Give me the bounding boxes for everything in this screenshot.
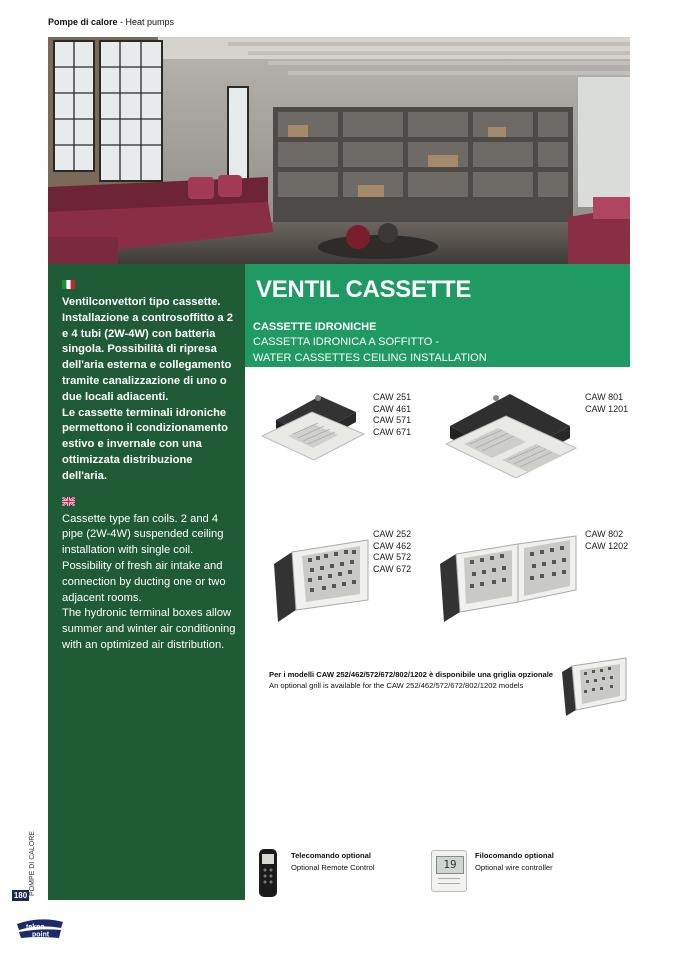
model-label: CAW 461: [373, 403, 412, 414]
cassette-image-double: [440, 386, 580, 501]
cassette-image-single: [258, 390, 368, 473]
model-list-group4: [585, 529, 628, 552]
uk-flag-icon: [62, 497, 75, 506]
logo-word-2: point: [32, 931, 50, 939]
italian-flag-icon: [62, 280, 75, 289]
model-label: CAW 672: [373, 563, 412, 574]
model-label: CAW 572: [373, 552, 412, 562]
remote-subtitle: Optional Remote Control: [291, 863, 375, 872]
subtitle-hydronic: CASSETTE IDRONICHE: [253, 321, 377, 333]
controller-buttons: [438, 878, 460, 884]
note-english: An optional grill is available for the CAW 252/462/572/672/802/1202 models: [269, 681, 524, 690]
remote-control-caption: [291, 850, 375, 874]
controller-display: 19: [436, 856, 464, 874]
title-band: [245, 264, 630, 367]
cassette-image-pattern-double: [436, 528, 582, 633]
cassette-image-pattern-single: [268, 530, 372, 633]
page-number: 180: [13, 891, 28, 900]
model-label: CAW 802: [585, 529, 624, 539]
model-list-group1: [373, 392, 411, 438]
description-column: [48, 264, 245, 900]
hero-photo: [48, 37, 630, 264]
remote-title: Telecomando optional: [291, 851, 372, 860]
model-label: CAW 671: [373, 426, 412, 437]
logo-word-1: tekno: [26, 924, 45, 931]
optional-grill-note: [269, 670, 553, 690]
wire-controller-caption: [475, 850, 554, 874]
remote-control-icon: [258, 848, 278, 903]
subtitle-ceiling-en: WATER CASSETTES CEILING INSTALLATION: [253, 352, 487, 364]
wire-subtitle: Optional wire controller: [475, 863, 553, 872]
note-italian: Per i modelli CAW 252/462/572/672/802/1202 è disponibile una griglia opzionale: [269, 670, 554, 679]
optional-grill-image: [558, 650, 630, 725]
header-separator: -: [117, 17, 126, 27]
model-list-group3: [373, 529, 411, 575]
model-label: CAW 252: [373, 529, 412, 539]
model-label: CAW 1201: [585, 403, 629, 414]
product-title: VENTIL CASSETTE: [256, 276, 472, 303]
model-label: CAW 1202: [585, 540, 629, 551]
italian-description: Ventilconvettori tipo cassette. Installazione a controsoffitto a 2 e 4 tubi (2W-4W) con batteria singola. Possibilità di ripresa dell'aria esterna e collegamento tramite canalizzazione di uno o due locali adiacenti. Le cassette terminali idroniche permettono il condizionamento estivo e invernale con una ottimizzata distribuzione dell'aria.: [62, 296, 233, 482]
model-label: CAW 251: [373, 392, 412, 402]
section-title-it: Pompe di calore: [48, 17, 118, 27]
model-label: CAW 571: [373, 415, 412, 425]
tekno-point-logo: [15, 918, 65, 945]
model-list-group2: [585, 392, 628, 415]
english-description: Cassette type fan coils. 2 and 4 pipe (2W-4W) suspended ceiling installation with single coil. Possibility of fresh air intake and connection by ducting one or two adjacent rooms. The hydronic terminal boxes allow summer and winter air conditioning with an optimized air distribution.: [62, 512, 236, 651]
wire-title: Filocomando optional: [475, 851, 554, 860]
model-label: CAW 462: [373, 540, 412, 551]
side-section-label: [20, 831, 36, 896]
wire-controller-icon: [431, 850, 467, 892]
subtitle-ceiling-it: CASSETTA IDRONICA A SOFFITTO -: [253, 336, 440, 348]
page-header: [48, 17, 174, 27]
side-label-text: POMPE DI CALORE: [28, 831, 36, 896]
section-title-en: Heat pumps: [125, 17, 175, 27]
model-label: CAW 801: [585, 392, 624, 402]
